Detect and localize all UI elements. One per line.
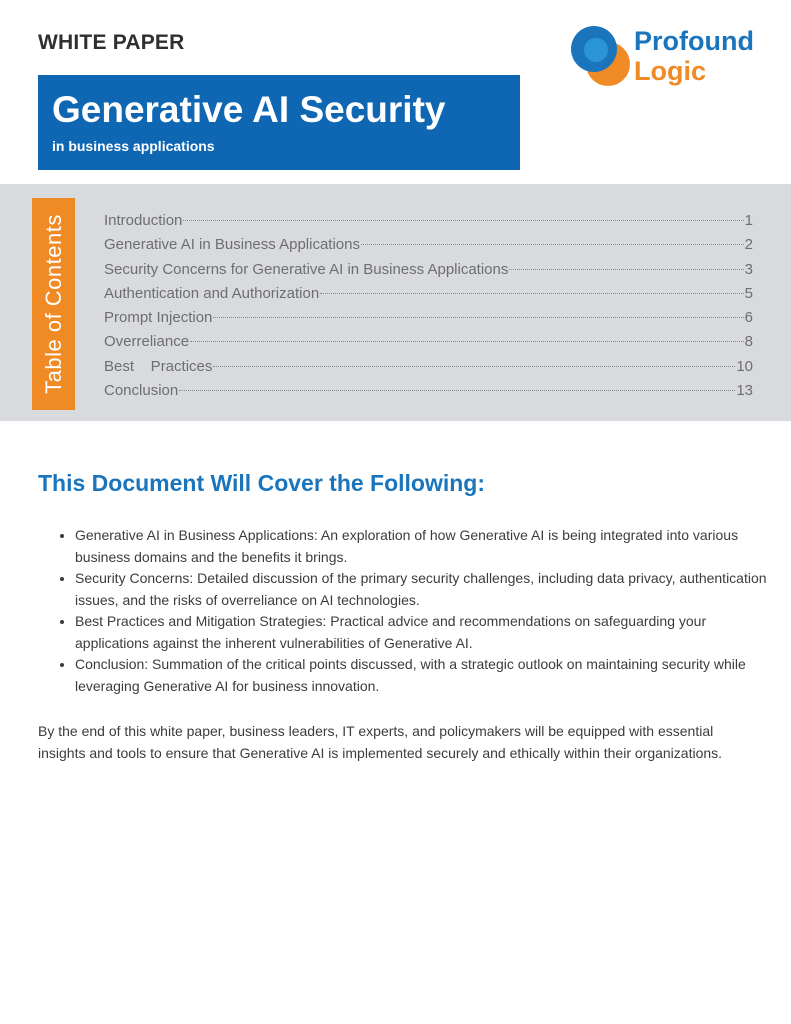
- logo-wordmark-profound: Profound: [634, 26, 754, 56]
- list-item: • Conclusion: Summation of the critical points discussed, with a strategic outlook on maintaining security while leveraging Generative AI for business innovation.: [75, 654, 775, 697]
- toc-entry-label: Security Concerns for Generative AI in Business Applications: [104, 260, 509, 278]
- list-item: • Best Practices and Mitigation Strategies: Practical advice and recommendations on safeguarding your applications against the inherent vulnerabilities of Generative AI.: [75, 611, 775, 654]
- toc-entry-page: 10: [736, 357, 753, 375]
- toc-leader: [213, 366, 735, 367]
- list-item: • Security Concerns: Detailed discussion of the primary security challenges, including data privacy, authentication issues, and the risks of overreliance on AI technologies.: [75, 568, 775, 611]
- toc-entry-page: 5: [744, 284, 753, 302]
- toc-entry[interactable]: [104, 285, 753, 309]
- toc-leader: [183, 220, 743, 221]
- toc-entry[interactable]: [104, 333, 753, 357]
- toc-list: [104, 212, 753, 406]
- toc-leader: [190, 341, 744, 342]
- list-item: • Generative AI in Business Applications: An exploration of how Generative AI is being integrated into various business domains and the benefits it brings.: [75, 525, 775, 568]
- toc-entry[interactable]: [104, 261, 753, 285]
- toc-entry-page: 6: [744, 309, 753, 327]
- toc-entry[interactable]: [104, 358, 753, 382]
- table-of-contents: [0, 184, 791, 421]
- toc-entry-label: Prompt Injection: [104, 309, 213, 327]
- toc-entry-page: 3: [744, 260, 753, 278]
- toc-leader: [320, 293, 744, 294]
- toc-leader: [213, 317, 743, 318]
- profound-logic-logo: [570, 24, 770, 92]
- logo-wordmark-logic: Logic: [634, 56, 706, 86]
- toc-entry-page: 1: [744, 212, 753, 229]
- logo-circles-icon: [570, 24, 634, 90]
- section-heading: This Document Will Cover the Following:: [38, 470, 486, 496]
- toc-entry-label: Introduction: [104, 212, 183, 229]
- toc-entry[interactable]: [104, 212, 753, 236]
- title-banner: [38, 75, 520, 170]
- page-subtitle: in business applications: [52, 138, 215, 154]
- toc-entry-label: Best Practices: [104, 357, 213, 375]
- toc-entry-page: 8: [744, 333, 753, 351]
- closing-paragraph: By the end of this white paper, business leaders, IT experts, and policymakers will be equipped with essential insights and tools to ensure that Generative AI is implemented securely and ethically within their organizations.: [38, 723, 723, 761]
- toc-leader: [179, 390, 735, 391]
- document-type-label: WHITE PAPER: [38, 31, 185, 54]
- toc-tab-label: Table of Contents: [40, 214, 66, 394]
- toc-leader: [361, 244, 744, 245]
- page-title: Generative AI Security: [52, 89, 446, 130]
- toc-entry[interactable]: [104, 382, 753, 406]
- toc-entry-page: 13: [736, 382, 753, 400]
- coverage-list: [57, 525, 775, 697]
- toc-entry[interactable]: [104, 309, 753, 333]
- toc-entry[interactable]: [104, 236, 753, 260]
- toc-entry-label: Overreliance: [104, 333, 190, 351]
- toc-entry-label: Conclusion: [104, 382, 179, 400]
- toc-leader: [509, 269, 743, 270]
- toc-tab: [32, 198, 75, 410]
- toc-entry-label: Generative AI in Business Applications: [104, 236, 360, 254]
- toc-entry-page: 2: [744, 236, 753, 254]
- toc-entry-label: Authentication and Authorization: [104, 284, 320, 302]
